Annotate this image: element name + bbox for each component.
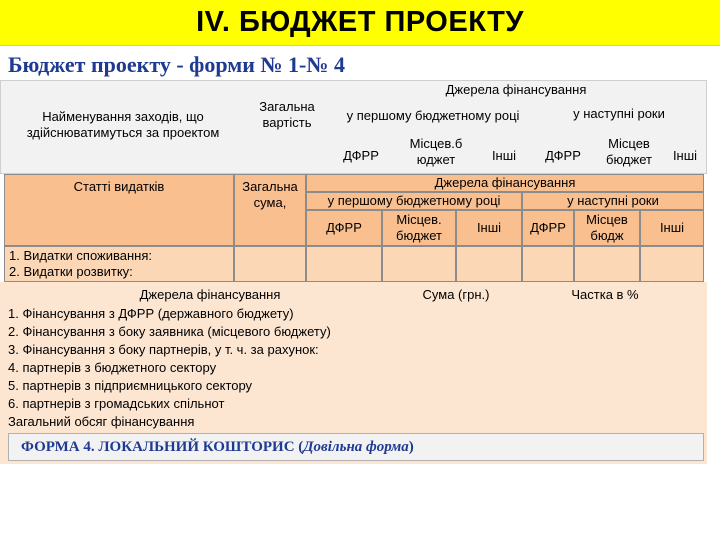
form2-total-sum-header: Загальна сума, [234, 174, 306, 246]
form2-row-development: 2. Видатки розвитку: [9, 264, 133, 279]
slide-title-bar [0, 0, 720, 46]
form2-local-next: Місцев бюдж [574, 210, 640, 246]
form1-other-next: Інші [672, 147, 698, 163]
form3-sum-header: Сума (грн.) [422, 286, 490, 302]
form2-cell-total [234, 246, 306, 282]
form4-label [8, 433, 704, 461]
form3-sources-header: Джерела фінансування [139, 286, 281, 302]
form2-cell-local-next [574, 246, 640, 282]
form2-cell-dfrr-next [522, 246, 574, 282]
form2-dfrr-first: ДФРР [306, 210, 382, 246]
form2-expense-items-header: Статті видатків [4, 174, 234, 246]
form2-cell-dfrr-first [306, 246, 382, 282]
form1-sources-header: Джерела фінансування [445, 81, 587, 97]
form1-total-cost-header: Загальна вартість [259, 98, 315, 130]
form4-label-close: ) [408, 438, 414, 455]
form3-share-header: Частка в % [571, 286, 639, 302]
form2-cell-local-first [382, 246, 456, 282]
form3-row-partners: 3. Фінансування з боку партнерів, у т. ч. за рахунок: [8, 342, 319, 357]
form3-table [0, 282, 707, 432]
form2-table [0, 174, 707, 282]
form2-other-next: Інші [640, 210, 704, 246]
form1-local-first: Місцев.б юджет [409, 135, 463, 167]
form4-label-text: ФОРМА 4. ЛОКАЛЬНИЙ КОШТОРИС ( [21, 438, 304, 455]
form2-cell-other-first [456, 246, 522, 282]
form2-cell-other-next [640, 246, 704, 282]
form1-first-year-header: у першому бюджетному році [346, 107, 520, 123]
form1-dfrr-first: ДФРР [343, 147, 379, 163]
form1-table [0, 80, 707, 174]
form2-dfrr-next: ДФРР [522, 210, 574, 246]
form2-rows [4, 246, 234, 282]
form2-local-first: Місцев. бюджет [382, 210, 456, 246]
form3-row-applicant: 2. Фінансування з боку заявника (місцевого бюджету) [8, 324, 331, 339]
form1-dfrr-next: ДФРР [545, 147, 581, 163]
form4-block [0, 432, 707, 464]
form3-row-dfrr: 1. Фінансування з ДФРР (державного бюджету) [8, 306, 294, 321]
form4-label-italic: Довільна форма [303, 438, 409, 455]
form2-row-consumption: 1. Видатки споживання: [9, 247, 153, 263]
form1-measures-header: Найменування заходів, що здійснюватимуться за проектом [26, 108, 220, 140]
form1-local-next: Місцев бюджет [606, 135, 652, 167]
form2-sources-header: Джерела фінансування [306, 174, 704, 192]
form2-other-first: Інші [456, 210, 522, 246]
slide-subtitle: Бюджет проекту - форми № 1-№ 4 [8, 52, 345, 77]
form3-row-total: Загальний обсяг фінансування [8, 414, 195, 429]
form3-row-business-partners: 5. партнерів з підприємницького сектору [8, 378, 253, 393]
form3-row-budget-partners: 4. партнерів з бюджетного сектору [8, 360, 217, 375]
form1-next-years-header: у наступні роки [573, 105, 665, 121]
form1-other-first: Інші [491, 147, 517, 163]
form2-next-years-header: у наступні роки [522, 192, 704, 210]
slide-title: IV. БЮДЖЕТ ПРОЕКТУ [196, 6, 524, 38]
form2-first-year-header: у першому бюджетному році [306, 192, 522, 210]
form3-row-community-partners: 6. партнерів з громадських спільнот [8, 396, 225, 411]
